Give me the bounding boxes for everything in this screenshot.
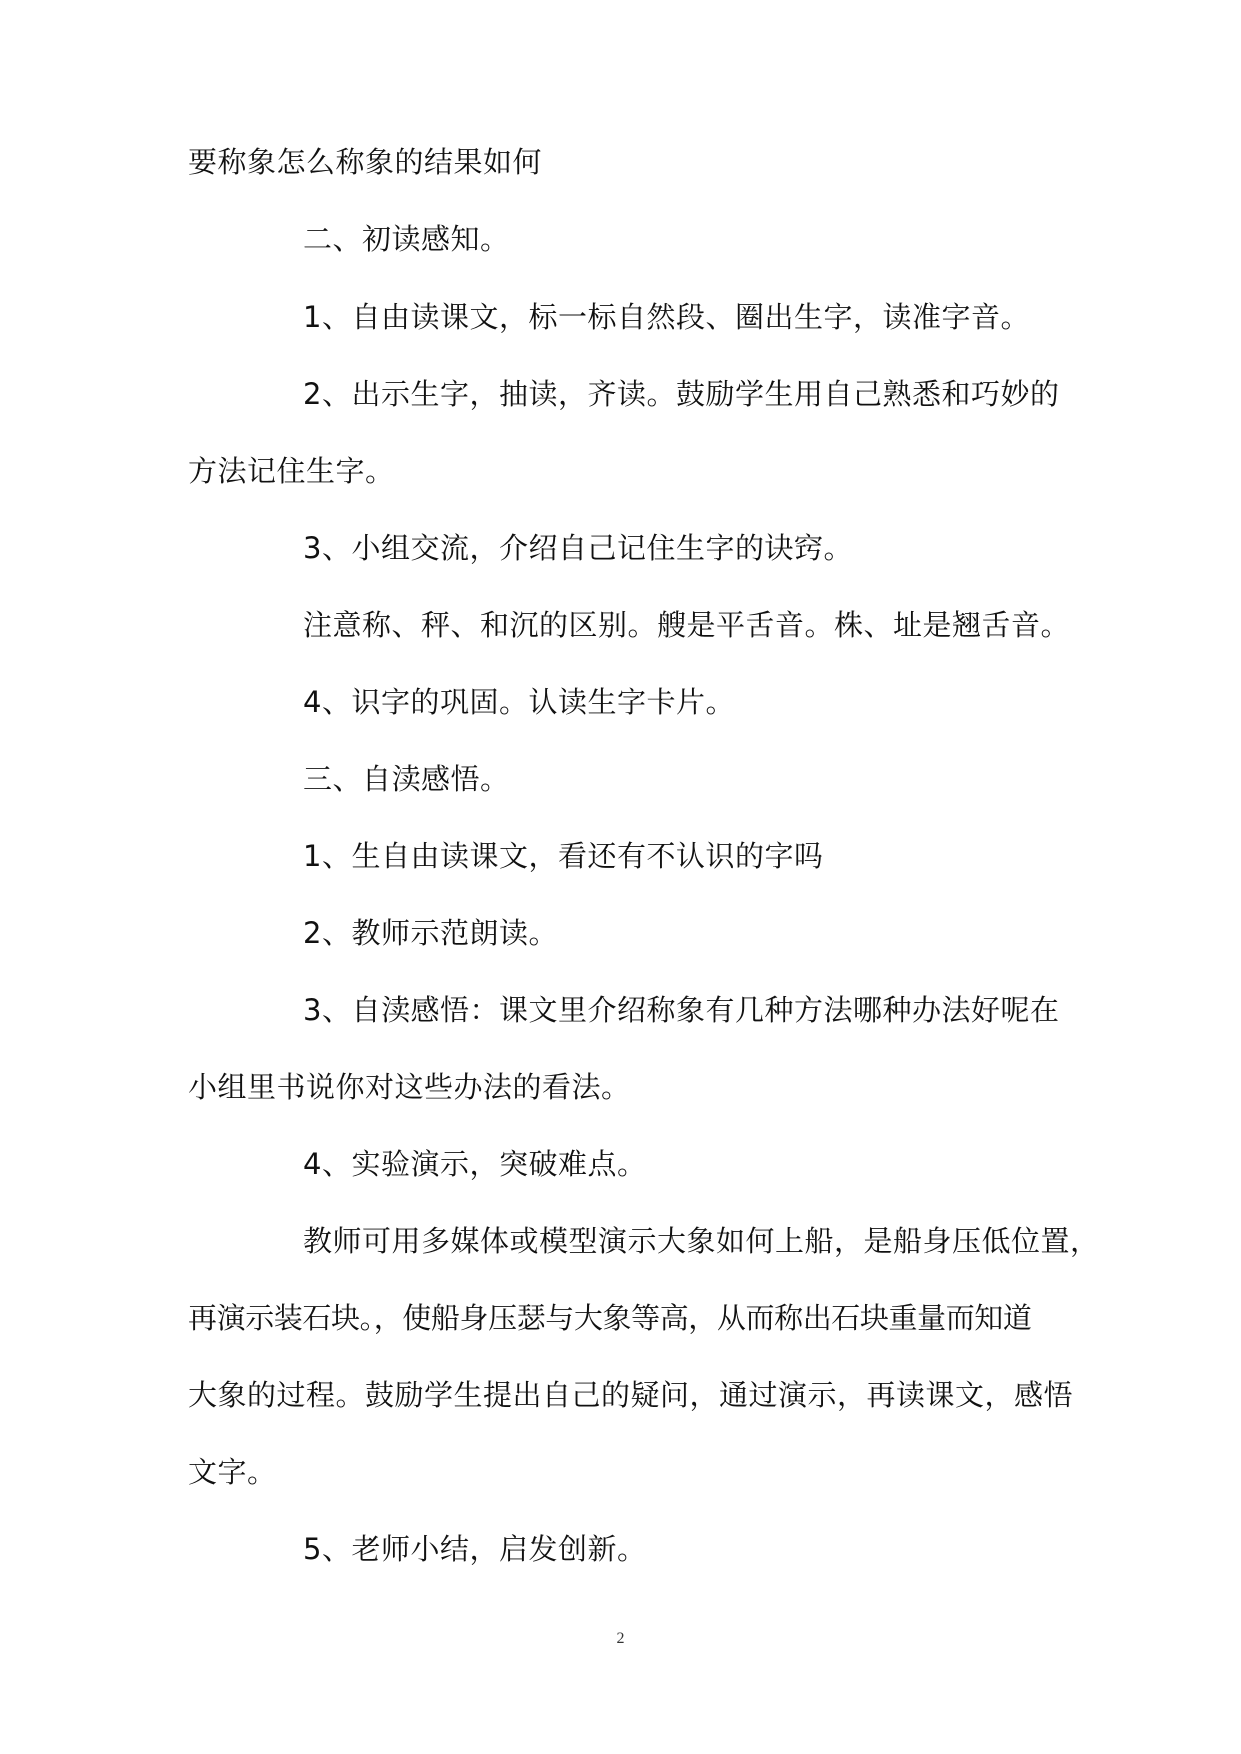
list-item: 4、实验演示，突破难点。 (303, 1147, 647, 1181)
list-item: 3、小组交流，介绍自己记住生字的诀窍。 (303, 531, 853, 565)
list-item: 2、出示生字，抽读，齐读。鼓励学生用自己熟悉和巧妙的 (303, 377, 1060, 411)
page-number: 2 (616, 1630, 625, 1647)
text-line: 教师可用多媒体或模型演示大象如何上船，是船身压低位置， (303, 1224, 1100, 1258)
section-heading: 二、初读感知。 (303, 222, 510, 256)
text-line: 再演示装石块。，使船身压瑟与大象等高，从而称出石块重量而知道 (188, 1301, 1032, 1335)
list-item: 1、生自由读课文，看还有不认识的字吗 (303, 839, 824, 873)
text-line: 文字。 (188, 1455, 277, 1489)
section-heading: 三、自渎感悟。 (303, 762, 510, 796)
text-line: 注意称、秤、和沉的区别。艘是平舌音。株、址是翘舌音。 (303, 608, 1071, 642)
text-line: 大象的过程。鼓励学生提出自己的疑问，通过演示，再读课文，感悟 (188, 1378, 1074, 1412)
list-item: 5、老师小结，启发创新。 (303, 1532, 647, 1566)
list-item: 1、自由读课文，标一标自然段、圈出生字，读准字音。 (303, 300, 1030, 334)
list-item: 3、自渎感悟：课文里介绍称象有几种方法哪种办法好呢在 (303, 993, 1060, 1027)
text-line: 小组里书说你对这些办法的看法。 (188, 1070, 631, 1104)
list-item: 4、识字的巩固。认读生字卡片。 (303, 685, 735, 719)
text-line: 方法记住生字。 (188, 454, 395, 488)
list-item: 2、教师示范朗读。 (303, 916, 558, 950)
text-line: 要称象怎么称象的结果如何 (188, 145, 543, 179)
